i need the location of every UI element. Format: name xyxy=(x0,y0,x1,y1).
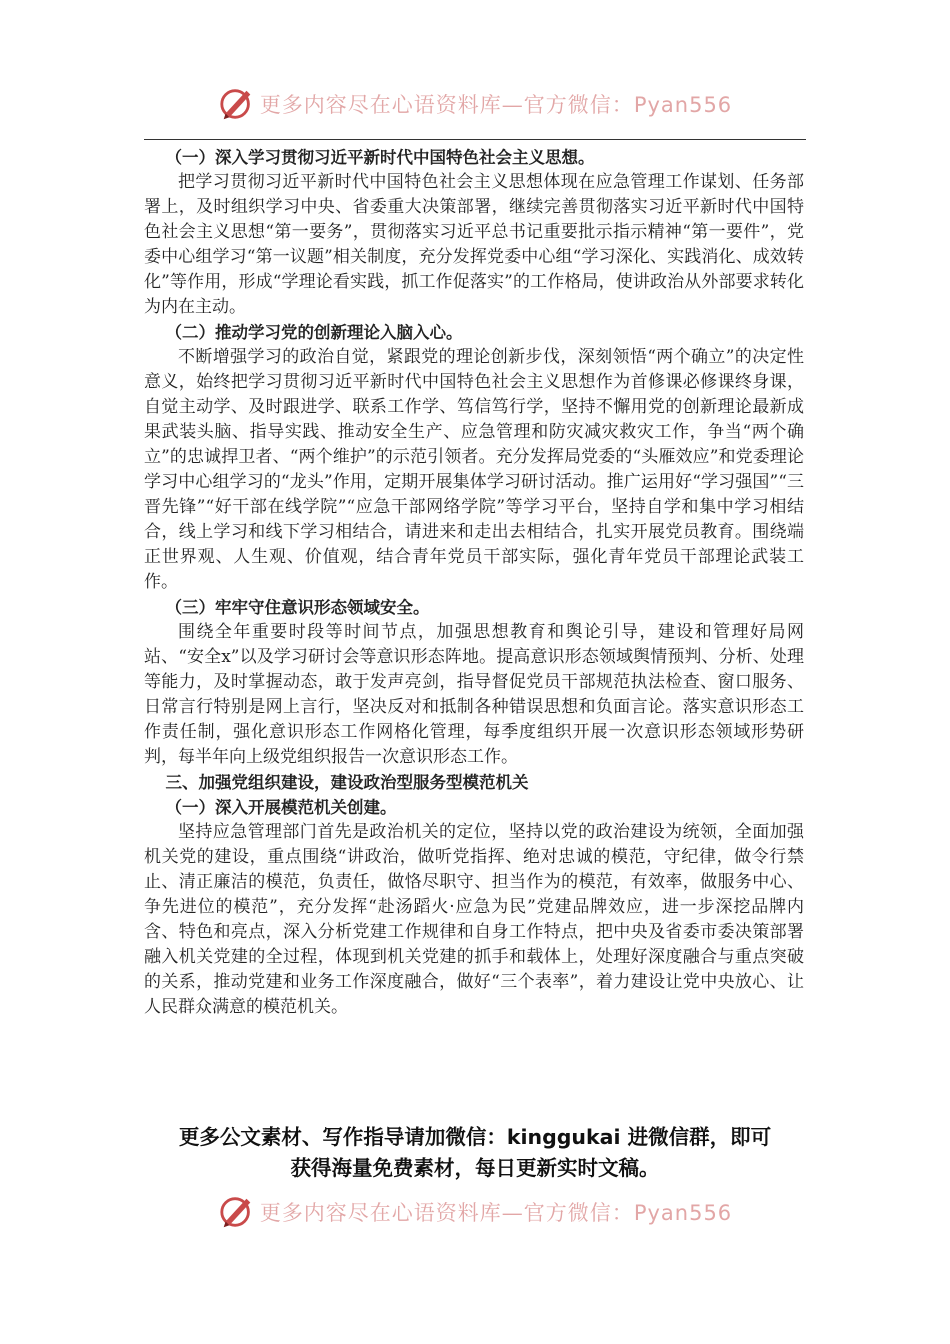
promo-line-2: 获得海量免费素材，每日更新实时文稿。 xyxy=(290,1156,660,1180)
promo-line-1: 更多公文素材、写作指导请加微信：kinggukai 进微信群，即可 xyxy=(178,1125,772,1149)
chapter-heading: 三、加强党组织建设，建设政治型服务型模范机关 xyxy=(165,773,529,792)
section-heading: （三）牢牢守住意识形态领域安全。 xyxy=(165,598,430,617)
header-divider xyxy=(144,139,806,140)
promo-notice xyxy=(130,1122,820,1184)
section-heading: （一）深入学习贯彻习近平新时代中国特色社会主义思想。 xyxy=(165,148,595,167)
section-heading: （二）推动学习党的创新理论入脑入心。 xyxy=(165,323,463,342)
banner-text: 更多内容尽在心语资料库—官方微信：Pyan556 xyxy=(259,1201,733,1225)
section-heading: （一）深入开展模范机关创建。 xyxy=(165,798,397,817)
paragraph: 不断增强学习的政治自觉，紧跟党的理论创新步伐，深刻领悟“两个确立”的决定性意义，始终把学习贯彻习近平新时代中国特色社会主义思想作为首修课必修课终身课，自觉主动学、及时跟进学、联系工作学、笃信笃行学，坚持不懈用党的创新理论最新成果武装头脑、指导实践、推动安全生产、应急管理和防灾减灾救灾工作，争当“两个确立”的忠诚捍卫者、“两个维护”的示范引领者。充分发挥局党委的“头雁效应”和党委理论学习中心组学习的“龙头”作用，定期开展集体学习研讨活动。推广运用好“学习强国”“三晋先锋”“好干部在线学院”“应急干部网络学院”等学习平台，坚持自学和集中学习相结合，线上学习和线下学习相结合，请进来和走出去相结合，扎实开展党员教育。围绕端正世界观、人生观、价值观，结合青年党员干部实际，强化青年党员干部理论武装工作。 xyxy=(144,347,804,592)
banner-text: 更多内容尽在心语资料库—官方微信：Pyan556 xyxy=(259,93,733,117)
paragraph: 坚持应急管理部门首先是政治机关的定位，坚持以党的政治建设为统领，全面加强机关党的建设，重点围绕“讲政治，做听党指挥、绝对忠诚的模范，守纪律，做令行禁止、清正廉洁的模范，负责任，做恪尽职守、担当作为的模范，有效率，做服务中心、争先进位的模范”，充分发挥“赴汤蹈火·应急为民”党建品牌效应，进一步深挖品牌内含、特色和亮点，深入分析党建工作规律和自身工作特点，把中央及省委市委决策部署融入机关党建的全过程，体现到机关党建的抓手和载体上，处理好深度融合与重点突破的关系，推动党建和业务工作深度融合，做好“三个表率”，着力建设让党中央放心、让人民群众满意的模范机关。 xyxy=(144,822,804,1017)
pen-logo-icon xyxy=(218,85,256,123)
footer-banner xyxy=(0,1192,950,1232)
paragraph: 围绕全年重要时段等时间节点，加强思想教育和舆论引导，建设和管理好局网站、“安全x”以及学习研讨会等意识形态阵地。提高意识形态领域舆情预判、分析、处理等能力，及时掌握动态，敢于发声亮剑，指导督促党员干部规范执法检查、窗口服务、日常言行特别是网上言行，坚决反对和抵制各种错误思想和负面言论。落实意识形态工作责任制，强化意识形态工作网格化管理，每季度组织开展一次意识形态领域形势研判，每半年向上级党组织报告一次意识形态工作。 xyxy=(144,622,804,767)
paragraph: 把学习贯彻习近平新时代中国特色社会主义思想体现在应急管理工作谋划、任务部署上，及时组织学习中央、省委重大决策部署，继续完善贯彻落实习近平新时代中国特色社会主义思想“第一要务”，贯彻落实习近平总书记重要批示指示精神“第一要件”，党委中心组学习“第一议题”相关制度，充分发挥党委中心组“学习深化、实践消化、成效转化”等作用，形成“学理论看实践，抓工作促落实”的工作格局，使讲政治从外部要求转化为内在主动。 xyxy=(144,172,804,317)
document-body xyxy=(144,145,804,1020)
header-banner xyxy=(0,84,950,124)
pen-logo-icon xyxy=(218,1193,256,1231)
